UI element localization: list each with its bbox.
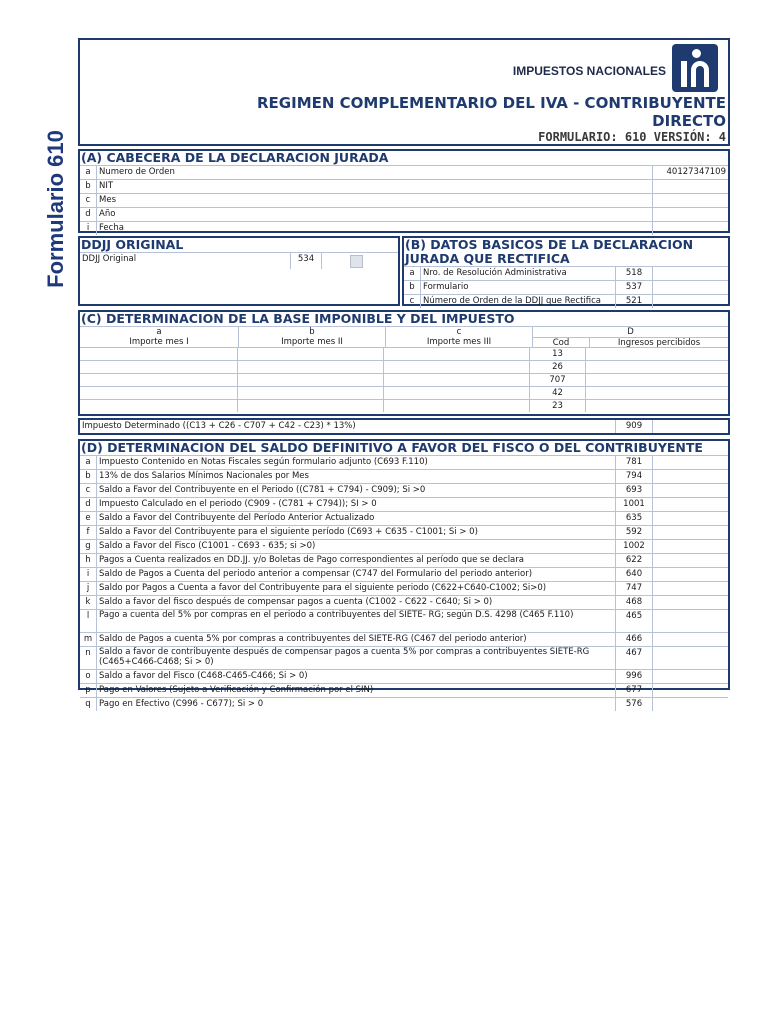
row-label: Número de Orden de la DDJJ que Rectifica — [423, 296, 602, 306]
row-code: 468 — [615, 596, 652, 609]
row-value[interactable] — [652, 484, 728, 497]
row-letter: i — [80, 568, 97, 581]
row-code: 521 — [615, 295, 652, 308]
importe-mes-iii-cell[interactable] — [384, 347, 530, 360]
importe-mes-ii-cell[interactable] — [238, 386, 384, 399]
row-letter: c — [404, 295, 421, 308]
cod-cell: 707 — [530, 373, 586, 386]
importe-mes-iii-cell[interactable] — [384, 399, 530, 412]
row-value[interactable] — [652, 647, 728, 669]
impuestos-logo-icon — [672, 44, 718, 92]
row-letter: c — [80, 194, 97, 207]
row-label: Pago en Valores (Sujeto a Verificación y Confirmación por el SIN) — [99, 685, 374, 695]
row-code: 1001 — [615, 498, 652, 511]
row-letter: b — [80, 180, 97, 193]
importe-mes-i-cell[interactable] — [80, 373, 238, 386]
row-code: 1002 — [615, 540, 652, 553]
row-code: 693 — [615, 484, 652, 497]
row-letter: a — [404, 267, 421, 280]
row-value[interactable] — [652, 568, 728, 581]
importe-mes-iii-cell[interactable] — [384, 373, 530, 386]
row-label: Saldo de Pagos a Cuenta del periodo anterior a compensar (C747 del Formulario del periodo anterior) — [99, 569, 533, 579]
row-letter: o — [80, 670, 97, 683]
section-d-title: (D) DETERMINACION DEL SALDO DEFINITIVO A FAVOR DEL FISCO O DEL CONTRIBUYENTE — [81, 440, 703, 455]
row-value[interactable]: 40127347109 — [652, 166, 728, 179]
form-version: FORMULARIO: 610 VERSIÓN: 4 — [538, 130, 726, 144]
section-b-title: (B) DATOS BASICOS DE LA DECLARACION JURADA QUE RECTIFICA — [405, 237, 694, 266]
row-value[interactable] — [652, 194, 728, 207]
row-code: 996 — [615, 670, 652, 683]
row-code: 677 — [615, 684, 652, 697]
sectionD-row — [80, 483, 728, 497]
importe-mes-ii-cell[interactable] — [238, 360, 384, 373]
cod-cell: 13 — [530, 347, 586, 360]
sectionD-row — [80, 497, 728, 511]
section-c-row — [80, 399, 728, 412]
row-value[interactable] — [652, 540, 728, 553]
row-value[interactable] — [652, 698, 728, 711]
section-c-title: (C) DETERMINACION DE LA BASE IMPONIBLE Y DEL IMPUESTO — [81, 311, 515, 326]
row-letter: g — [80, 540, 97, 553]
ingresos-cell[interactable] — [586, 360, 728, 373]
sectionD-row — [80, 553, 728, 567]
ddjj-original-checkbox[interactable] — [350, 255, 363, 268]
ddjj-checkbox-cell — [321, 253, 398, 269]
row-code: 781 — [615, 456, 652, 469]
ingresos-cell[interactable] — [586, 386, 728, 399]
row-letter: i — [80, 222, 97, 235]
sectionD-row — [80, 525, 728, 539]
row-letter: a — [80, 166, 97, 179]
importe-mes-iii-cell[interactable] — [384, 360, 530, 373]
row-value[interactable] — [652, 295, 728, 308]
sectionB-row — [404, 294, 728, 308]
sectionA-row — [80, 179, 728, 193]
row-code: 747 — [615, 582, 652, 595]
row-value[interactable] — [652, 281, 728, 294]
impuesto-label: Impuesto Determinado ((C13 + C26 - C707 + C42 - C23) * 13%) — [82, 421, 356, 431]
row-label: Nro. de Resolución Administrativa — [423, 268, 567, 278]
importe-mes-ii-cell[interactable] — [238, 373, 384, 386]
row-label: Fecha — [99, 223, 124, 233]
row-label: Saldo a Favor del Contribuyente para el siguiente período (C693 + C635 - C1001; Si > 0) — [99, 527, 478, 537]
sectionB-row — [404, 280, 728, 294]
row-label: Saldo de Pagos a cuenta 5% por compras a contribuyentes del SIETE-RG (C467 del periodo anterior) — [99, 634, 527, 644]
row-letter: b — [404, 281, 421, 294]
row-label: Saldo a favor de contribuyente después de compensar pagos a cuenta 5% por compras a contribuyentes SIETE-RG (C465+C466-C468; Si > 0) — [99, 647, 590, 667]
row-value[interactable] — [652, 180, 728, 193]
row-value[interactable] — [652, 512, 728, 525]
importe-mes-ii-cell[interactable] — [238, 399, 384, 412]
sectionB-row — [404, 266, 728, 280]
row-letter: d — [80, 498, 97, 511]
row-code: 537 — [615, 281, 652, 294]
importe-mes-i-cell[interactable] — [80, 386, 238, 399]
row-label: Mes — [99, 195, 116, 205]
sectionD-row — [80, 469, 728, 483]
row-label: Año — [99, 209, 116, 219]
section-c-row — [80, 347, 728, 360]
row-label: Numero de Orden — [99, 167, 175, 177]
row-letter: m — [80, 633, 97, 646]
sectionA-row — [80, 165, 728, 179]
col-d-header: D Cod Ingresos percibidos — [533, 327, 728, 347]
row-value[interactable] — [652, 684, 728, 697]
ingresos-cell[interactable] — [586, 373, 728, 386]
section-c-row — [80, 386, 728, 399]
row-code: 622 — [615, 554, 652, 567]
row-code: 466 — [615, 633, 652, 646]
row-value[interactable] — [652, 222, 728, 235]
row-value[interactable] — [652, 470, 728, 483]
sectionD-row — [80, 632, 728, 646]
row-label: Saldo a Favor del Contribuyente en el Periodo ((C781 + C794) - C909); Si >0 — [99, 485, 426, 495]
row-letter: b — [80, 470, 97, 483]
section-c — [78, 310, 730, 416]
sectionD-row — [80, 511, 728, 525]
row-label: Pagos a Cuenta realizados en DD.JJ. y/o Boletas de Pago correspondientes al período que se declara — [99, 555, 524, 565]
impuesto-value[interactable] — [652, 420, 728, 433]
row-value[interactable] — [652, 498, 728, 511]
section-b — [402, 236, 730, 306]
row-code: 467 — [615, 647, 652, 669]
row-value[interactable] — [652, 526, 728, 539]
row-code: 465 — [615, 610, 652, 632]
col-c-header: c Importe mes III — [386, 327, 533, 347]
row-letter: f — [80, 526, 97, 539]
col-a-header: a Importe mes I — [80, 327, 239, 347]
row-value[interactable] — [652, 633, 728, 646]
row-label: Impuesto Contenido en Notas Fiscales según formulario adjunto (C693 F.110) — [99, 457, 428, 467]
cod-cell: 26 — [530, 360, 586, 373]
sectionD-row — [80, 455, 728, 469]
header-box — [78, 38, 730, 146]
ingresos-cell[interactable] — [586, 399, 728, 412]
ingresos-cell[interactable] — [586, 347, 728, 360]
ddjj-title: DDJJ ORIGINAL — [81, 237, 184, 252]
section-a — [78, 149, 730, 233]
row-label: Saldo a Favor del Contribuyente del Período Anterior Actualizado — [99, 513, 375, 523]
row-code: 576 — [615, 698, 652, 711]
row-value[interactable] — [652, 267, 728, 280]
ddjj-code: 534 — [290, 253, 321, 269]
row-letter: e — [80, 512, 97, 525]
form-title: REGIMEN COMPLEMENTARIO DEL IVA - CONTRIBUYENTE DIRECTO — [257, 94, 726, 130]
row-code: 640 — [615, 568, 652, 581]
row-letter: q — [80, 698, 97, 711]
row-label: Formulario — [423, 282, 469, 292]
impuesto-code: 909 — [615, 420, 652, 433]
sectionD-row — [80, 646, 728, 669]
sectionD-row — [80, 567, 728, 581]
row-code: 592 — [615, 526, 652, 539]
importe-mes-ii-cell[interactable] — [238, 347, 384, 360]
sectionA-row — [80, 207, 728, 221]
section-d — [78, 439, 730, 709]
row-value[interactable] — [652, 456, 728, 469]
impuesto-determinado — [78, 418, 730, 435]
section-a-title: (A) CABECERA DE LA DECLARACION JURADA — [81, 150, 389, 165]
row-label: 13% de dos Salarios Mínimos Nacionales por Mes — [99, 471, 309, 481]
sectionD-row — [80, 595, 728, 609]
cod-cell: 42 — [530, 386, 586, 399]
row-code: 794 — [615, 470, 652, 483]
row-letter: c — [80, 484, 97, 497]
row-value[interactable] — [652, 670, 728, 683]
row-letter: d — [80, 208, 97, 221]
row-letter: a — [80, 456, 97, 469]
row-label: Impuesto Calculado en el periodo (C909 - (C781 + C794)); SI > 0 — [99, 499, 377, 509]
sectionD-row — [80, 581, 728, 595]
brand-name: IMPUESTOS NACIONALES — [512, 64, 666, 78]
row-value[interactable] — [652, 610, 728, 632]
section-c-row — [80, 360, 728, 373]
sectionD-row — [80, 609, 728, 632]
importe-mes-i-cell[interactable] — [80, 360, 238, 373]
row-letter: n — [80, 647, 97, 669]
importe-mes-i-cell[interactable] — [80, 347, 238, 360]
sectionA-row — [80, 193, 728, 207]
importe-mes-iii-cell[interactable] — [384, 386, 530, 399]
row-letter: h — [80, 554, 97, 567]
row-code: 635 — [615, 512, 652, 525]
ddjj-label: DDJJ Original — [82, 254, 137, 264]
sectionD-row — [80, 683, 728, 697]
importe-mes-i-cell[interactable] — [80, 399, 238, 412]
sectionD-row — [80, 539, 728, 553]
row-label: Pago a cuenta del 5% por compras en el periodo a contribuyentes del SIETE- RG; según D.S. 4298 (C465 F.110) — [99, 610, 574, 620]
cod-cell: 23 — [530, 399, 586, 412]
row-label: Saldo a Favor del Fisco (C1001 - C693 - 635; si >0) — [99, 541, 316, 551]
row-label: Saldo a favor del Fisco (C468-C465-C466; Si > 0) — [99, 671, 308, 681]
row-label: Saldo por Pagos a Cuenta a favor del Contribuyente para el siguiente periodo (C622+C640-C1002; Si>0) — [99, 583, 547, 593]
row-letter: l — [80, 610, 97, 632]
row-value[interactable] — [652, 208, 728, 221]
row-value[interactable] — [652, 582, 728, 595]
row-label: Saldo a favor del fisco después de compensar pagos a cuenta (C1002 - C622 - C640; Si > 0) — [99, 597, 493, 607]
row-value[interactable] — [652, 554, 728, 567]
sectionD-row — [80, 669, 728, 683]
side-title: Formulario 610 — [43, 130, 68, 288]
ddjj-original-box — [78, 236, 400, 306]
row-letter: j — [80, 582, 97, 595]
row-letter: p — [80, 684, 97, 697]
sectionA-row — [80, 221, 728, 235]
row-label: Pago en Efectivo (C996 - C677); Si > 0 — [99, 699, 264, 709]
row-value[interactable] — [652, 596, 728, 609]
col-b-header: b Importe mes II — [239, 327, 386, 347]
sectionD-row — [80, 697, 728, 711]
section-c-row — [80, 373, 728, 386]
row-code: 518 — [615, 267, 652, 280]
row-label: NIT — [99, 181, 114, 191]
row-letter: k — [80, 596, 97, 609]
